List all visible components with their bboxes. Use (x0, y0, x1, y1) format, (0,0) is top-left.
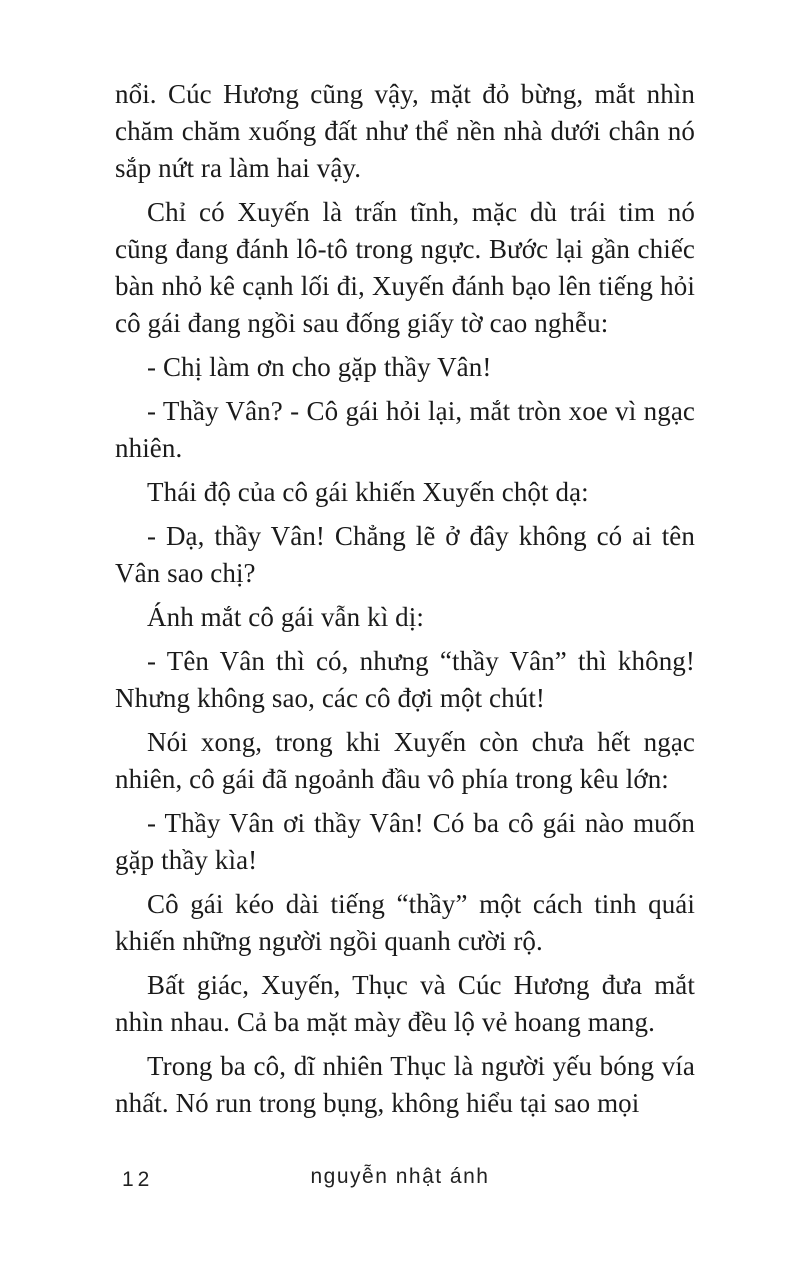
page-number: 12 (122, 1168, 154, 1191)
paragraph: Bất giác, Xuyến, Thục và Cúc Hương đưa mắt nhìn nhau. Cả ba mặt mày đều lộ vẻ hoang mang. (115, 970, 695, 1037)
page-footer (0, 1162, 800, 1196)
paragraph: - Dạ, thầy Vân! Chẳng lẽ ở đây không có ai tên Vân sao chị? (115, 521, 695, 588)
paragraph: Chỉ có Xuyến là trấn tĩnh, mặc dù trái tim nó cũng đang đánh lô-tô trong ngực. Bước lại gần chiếc bàn nhỏ kê cạnh lối đi, Xuyến đánh bạo lên tiếng hỏi cô gái đang ngồi sau đống giấy tờ cao nghễu: (115, 197, 695, 338)
running-title: nguyễn nhật ánh (310, 1165, 490, 1188)
paragraph: Ánh mắt cô gái vẫn kì dị: (147, 602, 424, 632)
paragraph: - Chị làm ơn cho gặp thầy Vân! (147, 352, 492, 382)
paragraph: - Thầy Vân ơi thầy Vân! Có ba cô gái nào muốn gặp thầy kìa! (115, 808, 695, 875)
paragraph: Thái độ của cô gái khiến Xuyến chột dạ: (147, 477, 589, 507)
paragraph: nổi. Cúc Hương cũng vậy, mặt đỏ bừng, mắt nhìn chăm chăm xuống đất như thể nền nhà dưới chân nó sắp nứt ra làm hai vậy. (115, 79, 695, 183)
paragraph: - Thầy Vân? - Cô gái hỏi lại, mắt tròn xoe vì ngạc nhiên. (115, 396, 695, 463)
page-text (115, 76, 695, 1122)
paragraph: Trong ba cô, dĩ nhiên Thục là người yếu bóng vía nhất. Nó run trong bụng, không hiểu tại sao mọi (115, 1051, 695, 1118)
paragraph: Nói xong, trong khi Xuyến còn chưa hết ngạc nhiên, cô gái đã ngoảnh đầu vô phía trong kêu lớn: (115, 727, 695, 794)
paragraph: - Tên Vân thì có, nhưng “thầy Vân” thì không! Nhưng không sao, các cô đợi một chút! (115, 646, 695, 713)
paragraph: Cô gái kéo dài tiếng “thầy” một cách tinh quái khiến những người ngồi quanh cười rộ. (115, 889, 695, 956)
